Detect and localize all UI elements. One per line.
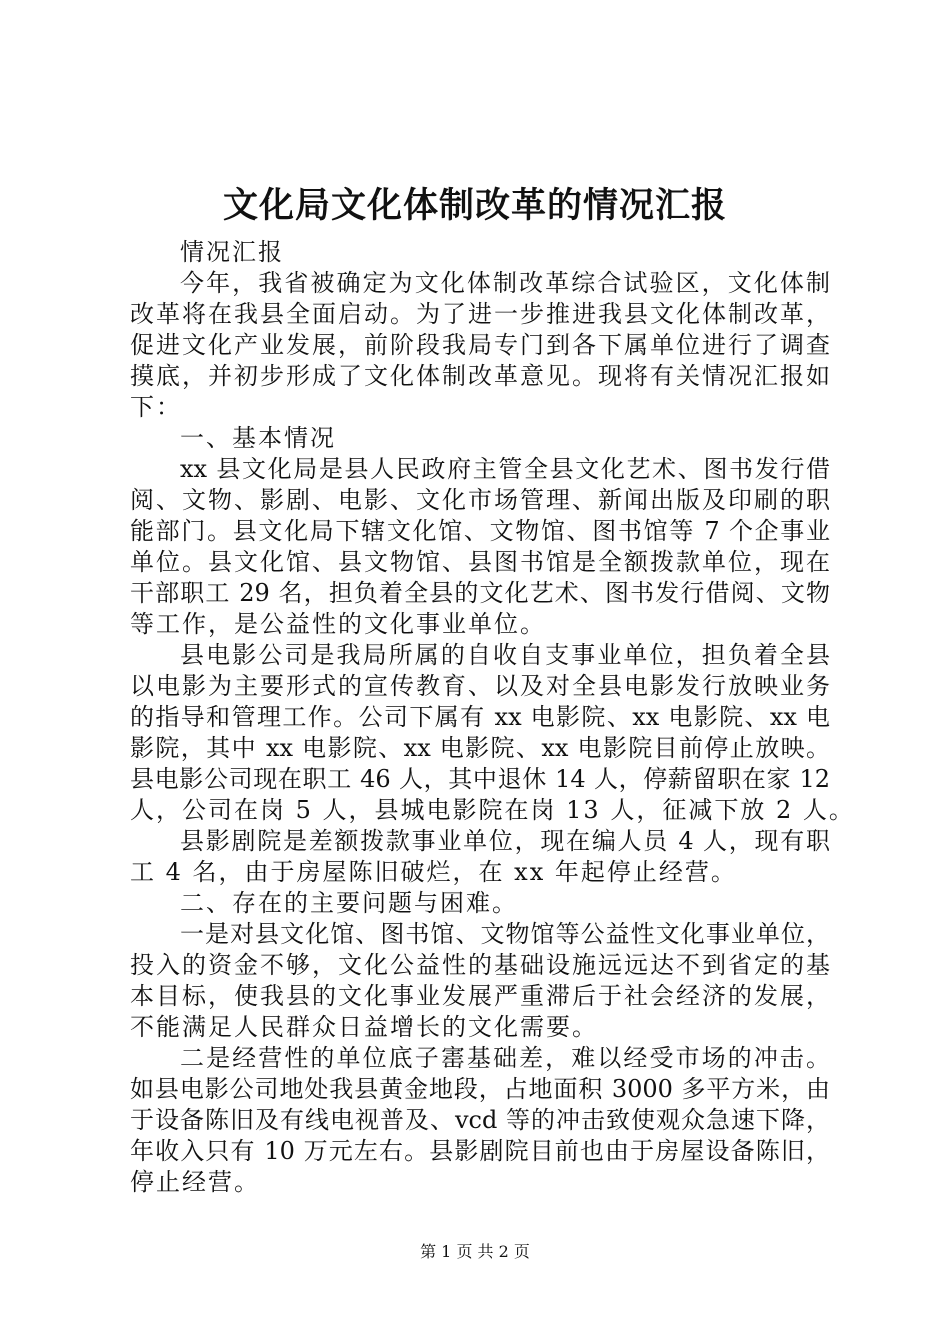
body-line: 人，公司在岗 5 人，县城电影院在岗 13 人，征减下放 2 人。 xyxy=(130,796,855,824)
document-title: 文化局文化体制改革的情况汇报 xyxy=(222,186,727,226)
body-line: xx 县文化局是县人民政府主管全县文化艺术、图书发行借 xyxy=(180,455,830,483)
page-footer: 第 1 页 共 2 页 xyxy=(420,1242,530,1261)
body-line: 工 4 名，由于房屋陈旧破烂，在 xx 年起停止经营。 xyxy=(130,858,737,886)
body-line: 县电影公司现在职工 46 人，其中退休 14 人，停薪留职在家 12 xyxy=(130,765,830,793)
body-line: 能部门。县文化局下辖文化馆、文物馆、图书馆等 7 个企事业 xyxy=(130,517,830,545)
body-line: 一、基本情况 xyxy=(180,424,336,452)
body-line: 县影剧院是差额拨款事业单位，现在编人员 4 人，现有职 xyxy=(180,827,830,855)
body-line: 二是经营性的单位底子寚基础差，难以经受市场的冲击。 xyxy=(180,1044,830,1072)
body-line: 年收入只有 10 万元左右。县影剧院目前也由于房屋设备陈旧， xyxy=(130,1137,830,1165)
body-line: 等工作，是公益性的文化事业单位。 xyxy=(130,610,546,638)
body-line: 不能满足人民群众日益增长的文化需要。 xyxy=(130,1013,598,1041)
body-line: 单位。县文化馆、县文物馆、县图书馆是全额拨款单位，现在 xyxy=(130,548,830,576)
body-line: 情况汇报 xyxy=(180,238,284,266)
body-line: 投入的资金不够，文化公益性的基础设施远远达不到省定的基 xyxy=(130,951,830,979)
body-line: 一是对县文化馆、图书馆、文物馆等公益性文化事业单位， xyxy=(180,920,830,948)
body-line: 摸底，并初步形成了文化体制改革意见。现将有关情况汇报如 xyxy=(130,362,830,390)
body-line: 县电影公司是我局所属的自收自支事业单位，担负着全县 xyxy=(180,641,830,669)
body-line: 停止经营。 xyxy=(130,1168,260,1196)
body-line: 本目标，使我县的文化事业发展严重滞后于社会经济的发展， xyxy=(130,982,830,1010)
body-line: 改革将在我县全面启动。为了进一步推进我县文化体制改革， xyxy=(130,300,830,328)
body-line: 下： xyxy=(130,393,182,421)
body-line: 以电影为主要形式的宣传教育、以及对全县电影发行放映业务 xyxy=(130,672,830,700)
body-line: 于设备陈旧及有线电视普及、vcd 等的冲击致使观众急速下降， xyxy=(130,1106,830,1134)
document-body xyxy=(130,237,855,1198)
body-line: 二、存在的主要问题与困难。 xyxy=(180,889,518,917)
body-line: 今年，我省被确定为文化体制改革综合试验区，文化体制 xyxy=(180,269,830,297)
body-line: 干部职工 29 名，担负着全县的文化艺术、图书发行借阅、文物 xyxy=(130,579,830,607)
body-line: 阅、文物、影剧、电影、文化市场管理、新闻出版及印刷的职 xyxy=(130,486,830,514)
body-line: 如县电影公司地处我县黄金地段，占地面积 3000 多平方米，由 xyxy=(130,1075,830,1103)
body-line: 促进文化产业发展，前阶段我局专门到各下属单位进行了调查 xyxy=(130,331,830,359)
body-line: 的指导和管理工作。公司下属有 xx 电影院、xx 电影院、xx 电 xyxy=(130,703,830,731)
body-line: 影院，其中 xx 电影院、xx 电影院、xx 电影院目前停止放映。 xyxy=(130,734,830,762)
